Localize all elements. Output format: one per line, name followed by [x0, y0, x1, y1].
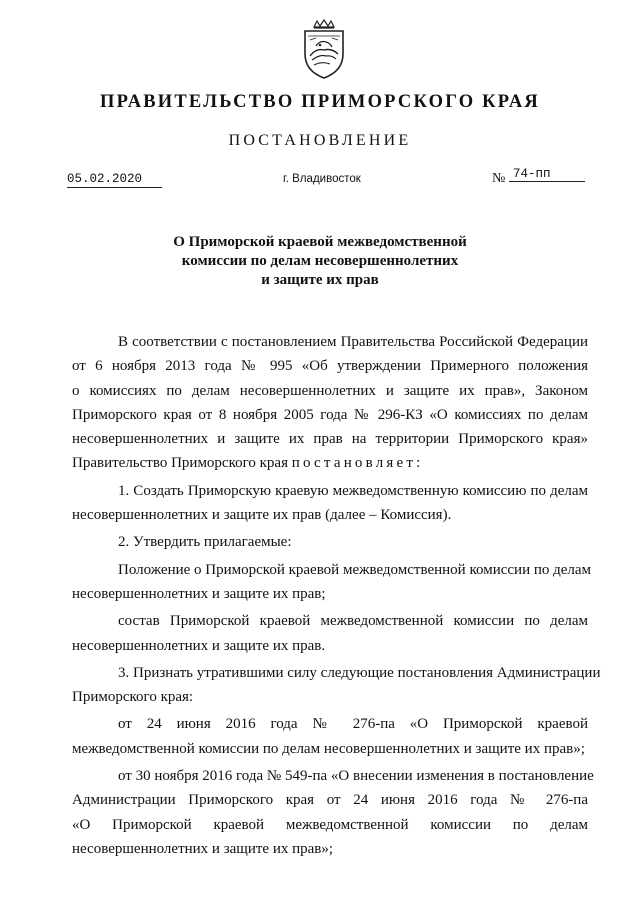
document-city: г. Владивосток [283, 173, 361, 185]
body-line: 1. Создать Приморскую краевую межведомственную комиссию по делам [118, 482, 588, 499]
subject-line: и защите их прав [261, 272, 379, 288]
subject-line: О Приморской краевой межведомственной [173, 234, 467, 250]
document-number: 74-пп [509, 167, 585, 182]
body-line: Администрации Приморского края от 24 июня 2016 года № 276-па [72, 792, 588, 809]
body-line: состав Приморской краевой межведомственной комиссии по делам [118, 613, 588, 630]
body-line: от 6 ноября 2013 года № 995 «Об утверждении Примерного положения [72, 358, 588, 375]
body-text: Правительство Приморского края [72, 455, 288, 472]
body-line: от 24 июня 2016 года № 276-па «О Приморской краевой [118, 716, 588, 733]
body-line: несовершеннолетних и защите их прав»; [72, 840, 334, 857]
body-line: Приморского края от 8 ноября 2005 года № 296-КЗ «О комиссиях по делам [72, 406, 588, 423]
government-title: ПРАВИТЕЛЬСТВО ПРИМОРСКОГО КРАЯ [99, 92, 540, 112]
body-line: несовершеннолетних и защите их прав. [72, 637, 326, 654]
body-line: В соответствии с постановлением Правительства Российской Федерации [118, 334, 588, 350]
document-subject [0, 233, 640, 290]
body-line: несовершеннолетних и защите их прав на территории Приморского края» [72, 431, 588, 448]
subject-line: комиссии по делам несовершеннолетних [181, 253, 459, 269]
body-line: «О Приморской краевой межведомственной комиссии по делам [72, 816, 588, 833]
body-line: Приморского края: [72, 689, 194, 706]
body-line: Положение о Приморской краевой межведомственной комиссии по делам [118, 561, 592, 578]
body-line: межведомственной комиссии по делам несовершеннолетних и защите их прав»; [72, 740, 585, 757]
body-line: 2. Утвердить прилагаемые: [118, 534, 292, 551]
body-line: от 30 ноября 2016 года № 549-па «О внесении изменения в постановление [118, 768, 594, 785]
body-line: несовершеннолетних и защите их прав (далее – Комиссия). [72, 507, 452, 524]
number-label: № [492, 171, 506, 186]
document-date: 05.02.2020 [67, 172, 162, 188]
body-line: несовершеннолетних и защите их прав; [72, 585, 326, 602]
document-body [72, 330, 601, 861]
coat-of-arms-icon [296, 18, 352, 80]
spaced-verb: постановляет: [291, 455, 424, 472]
document-type: ПОСТАНОВЛЕНИЕ [228, 132, 412, 149]
body-line: о комиссиях по делам несовершеннолетних и защите их прав», Законом [72, 382, 588, 399]
body-line [72, 451, 588, 475]
body-line: 3. Признать утратившими силу следующие постановления Администрации [118, 664, 601, 681]
